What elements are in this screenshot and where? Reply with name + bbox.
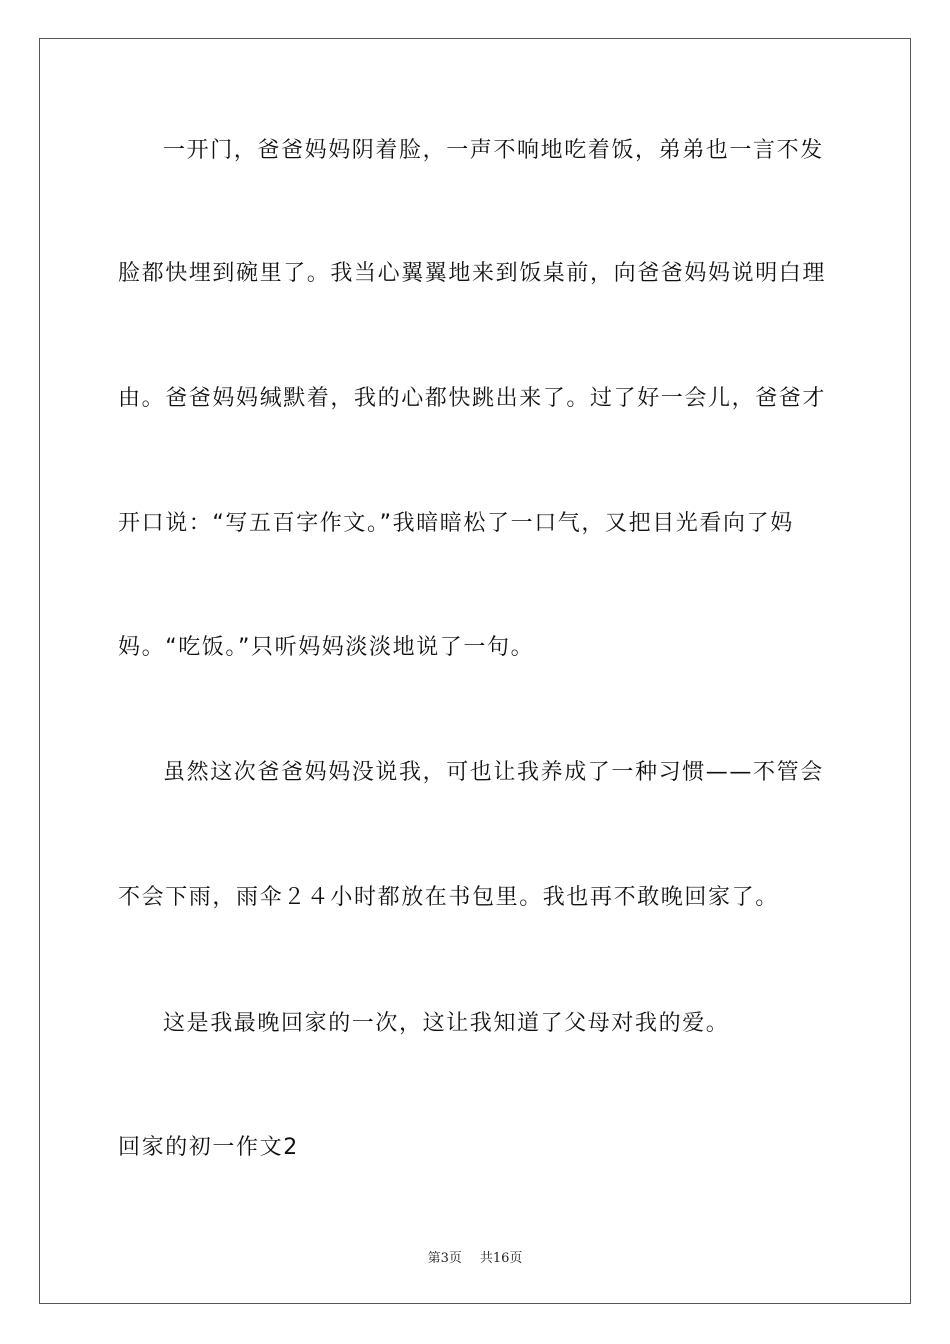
- text-line-8: 这是我最晚回家的一次，这让我知道了父母对我的爱。: [163, 1011, 730, 1036]
- section-heading: 回家的初一作文2: [118, 1135, 299, 1160]
- text-line-7: 不会下雨，雨伞２４小时都放在书包里。我也再不敢晚回家了。: [118, 885, 779, 910]
- text-line-2: 脸都快埋到碗里了。我当心翼翼地来到饭桌前，向爸爸妈妈说明白理: [118, 261, 827, 286]
- text-line-4: 开口说：“写五百字作文。”我暗暗松了一口气，又把目光看向了妈: [118, 511, 794, 536]
- text-line-1: 一开门，爸爸妈妈阴着脸，一声不响地吃着饭，弟弟也一言不发: [163, 138, 824, 163]
- text-line-6: 虽然这次爸爸妈妈没说我，可也让我养成了一种习惯——不管会: [163, 760, 824, 785]
- text-line-3: 由。爸爸妈妈缄默着，我的心都快跳出来了。过了好一会儿，爸爸才: [118, 386, 827, 411]
- page-number-total: 共16页: [479, 1251, 523, 1266]
- text-line-5: 妈。“吃饭。”只听妈妈淡淡地说了一句。: [118, 635, 535, 660]
- page-border: [39, 38, 911, 1304]
- page-footer: [0, 1247, 950, 1266]
- page-number-current: 第3页: [427, 1251, 462, 1266]
